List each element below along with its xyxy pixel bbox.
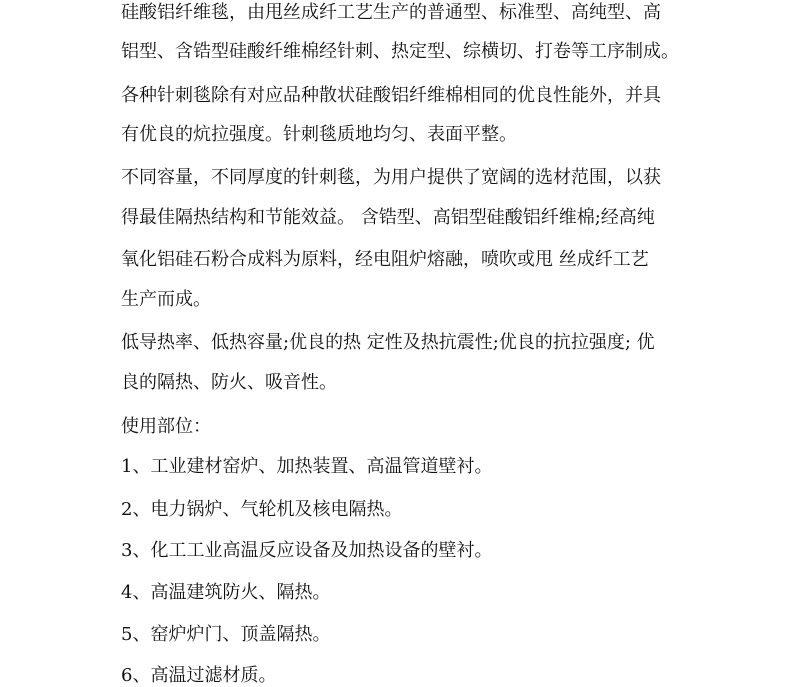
paragraph-line: 生产而成。 <box>121 289 211 310</box>
list-item: 2、电力锅炉、气轮机及核电隔热。 <box>121 499 403 520</box>
list-item: 3、化工工业高温反应设备及加热设备的壁衬。 <box>121 540 493 561</box>
paragraph-line: 低导热率、低热容量;优良的热 定性及热抗震性;优良的抗拉强度; 优 <box>121 332 655 353</box>
section-heading: 使用部位： <box>121 416 211 437</box>
paragraph-line: 铝型、含锆型硅酸纤维棉经针刺、热定型、综横切、打卷等工序制成。 <box>121 41 679 62</box>
paragraph-line: 氧化铝硅石粉合成料为原料，经电阻炉熔融，喷吹或甩 丝成纤工艺 <box>121 249 649 270</box>
list-item: 1、工业建材窑炉、加热装置、高温管道壁衬。 <box>121 456 493 477</box>
paragraph-line: 得最佳隔热结构和节能效益。 含锆型、高铝型硅酸铝纤维棉;经高纯 <box>121 207 655 228</box>
paragraph-line: 硅酸铝纤维毯，由甩丝成纤工艺生产的普通型、标准型、高纯型、高 <box>121 2 661 23</box>
list-item: 6、高温过滤材质。 <box>121 665 277 686</box>
paragraph-line: 良的隔热、防火、吸音性。 <box>121 372 337 393</box>
paragraph-line: 不同容量，不同厚度的针刺毯，为用户提供了宽阔的选材范围，以获 <box>121 167 661 188</box>
paragraph-line: 有优良的炕拉强度。针刺毯质地均匀、表面平整。 <box>121 124 517 145</box>
list-item: 4、高温建筑防火、隔热。 <box>121 582 331 603</box>
paragraph-line: 各种针刺毯除有对应品种散状硅酸铝纤维棉相同的优良性能外，并具 <box>121 85 661 106</box>
list-item: 5、窑炉炉门、顶盖隔热。 <box>121 624 331 645</box>
